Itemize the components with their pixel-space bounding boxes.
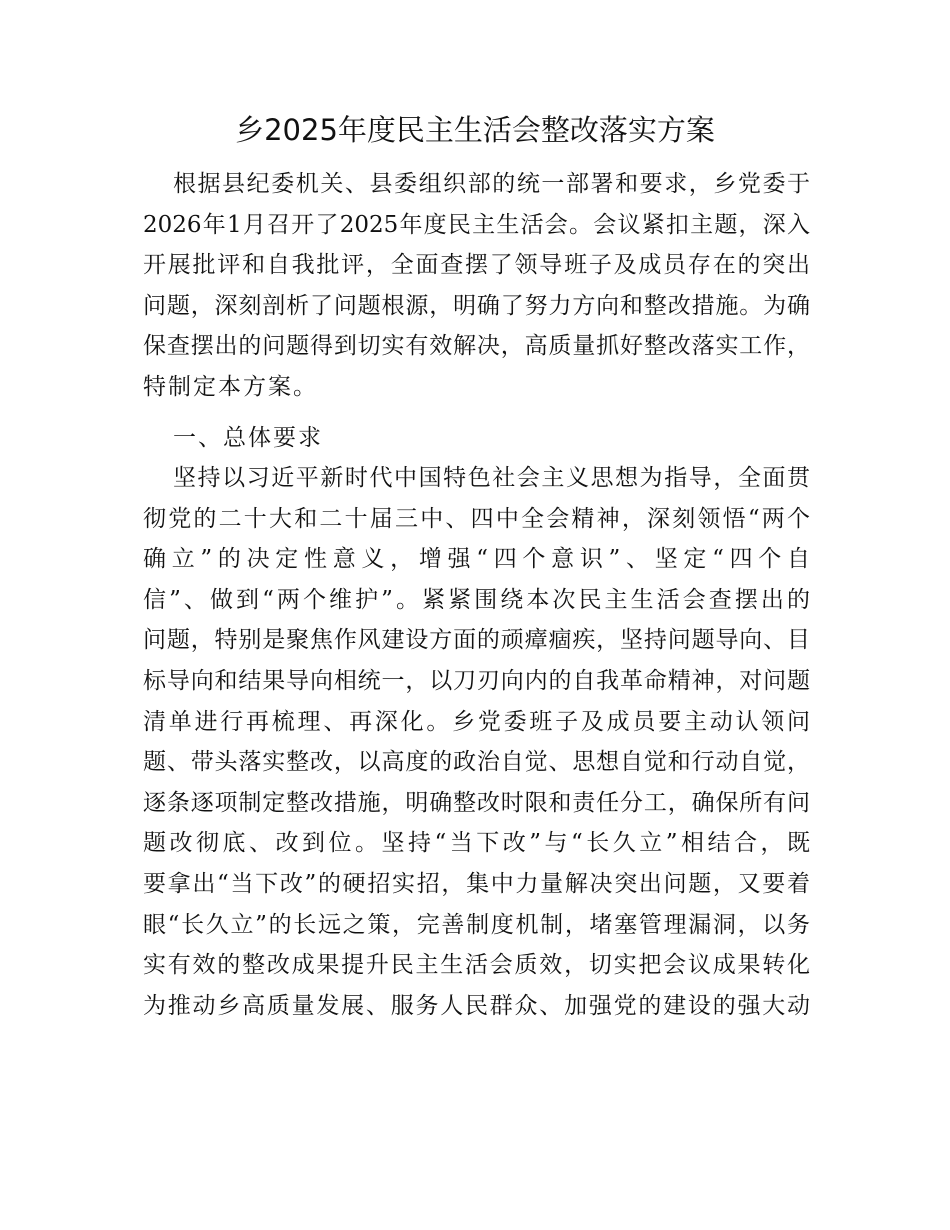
paragraph-line: 逐条逐项制定整改措施，明确整改时限和责任分工，确保所有问 — [143, 789, 810, 816]
section-paragraph — [143, 458, 810, 1026]
section-heading: 一、总体要求 — [173, 425, 323, 451]
paragraph-line: 清单进行再梳理、再深化。乡党委班子及成员要主动认领问 — [143, 708, 810, 735]
paragraph-line: 实有效的整改成果提升民主生活会质效，切实把会议成果转化 — [143, 952, 810, 979]
paragraph-line: 标导向和结果导向相统一，以刀刃向内的自我革命精神，对问题 — [143, 667, 810, 694]
paragraph-line: 坚持以习近平新时代中国特色社会主义思想为指导，全面贯 — [173, 465, 810, 491]
paragraph-line: 问题，深刻剖析了问题根源，明确了努力方向和整改措施。为确 — [143, 292, 810, 319]
paragraph-line: 为推动乡高质量发展、服务人民群众、加强党的建设的强大动 — [143, 992, 810, 1019]
paragraph-line: 要拿出“当下改”的硬招实招，集中力量解决突出问题，又要着 — [143, 870, 810, 897]
paragraph-line: 2026年1月召开了2025年度民主生活会。会议紧扣主题，深入 — [143, 211, 810, 238]
paragraph-line: 保查摆出的问题得到切实有效解决，高质量抓好整改落实工作， — [143, 333, 810, 360]
paragraph-line: 问题，特别是聚焦作风建设方面的顽瘴痼疾，坚持问题导向、目 — [143, 627, 810, 654]
paragraph-line: 彻党的二十大和二十届三中、四中全会精神，深刻领悟“两个 — [143, 505, 810, 532]
paragraph-line: 根据县纪委机关、县委组织部的统一部署和要求，乡党委于 — [173, 171, 810, 197]
paragraph-line: 题改彻底、改到位。坚持“当下改”与“长久立”相结合，既 — [143, 830, 810, 857]
paragraph-line: 确立”的决定性意义，增强“四个意识”、坚定“四个自 — [143, 546, 810, 573]
paragraph-line: 特制定本方案。 — [143, 373, 318, 400]
document-title: 乡2025年度民主生活会整改落实方案 — [235, 113, 715, 147]
paragraph-line: 信”、做到“两个维护”。紧紧围绕本次民主生活会查摆出的 — [143, 586, 810, 613]
paragraph-line: 眼“长久立”的长远之策，完善制度机制，堵塞管理漏洞，以务 — [143, 911, 810, 938]
paragraph-line: 题、带头落实整改，以高度的政治自觉、思想自觉和行动自觉， — [143, 749, 810, 776]
paragraph-line: 开展批评和自我批评，全面查摆了领导班子及成员存在的突出 — [143, 252, 810, 279]
intro-paragraph — [143, 164, 810, 408]
